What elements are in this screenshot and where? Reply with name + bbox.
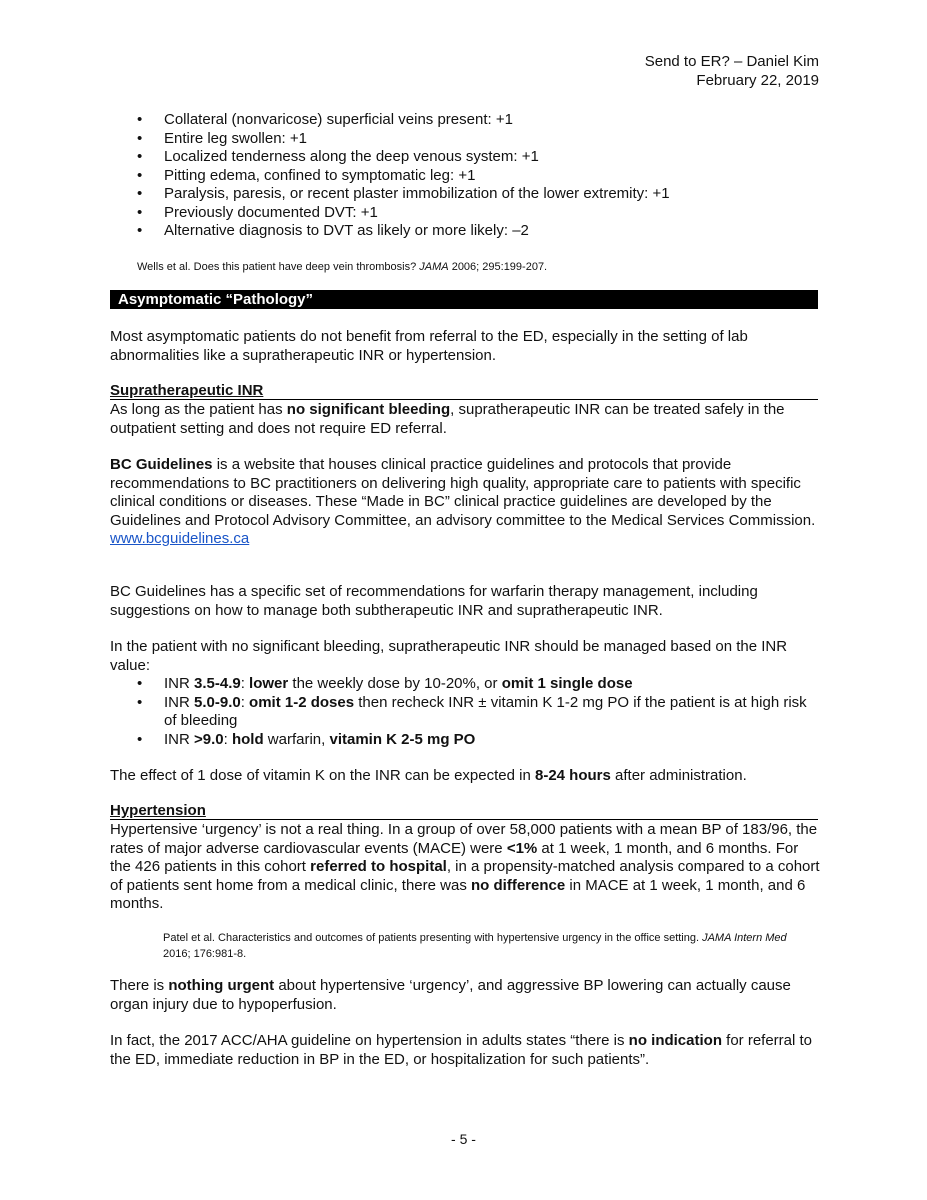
bc-guidelines-paragraph: BC Guidelines is a website that houses clinical practice guidelines and protocols that provide recommendations to BC practitioners on delivering high quality, appropriate care to patients with specific clinical conditions or diseases. These “Made in BC” clinical practice guidelines are developed by the Guidelines and Protocol Advisory Committee, an advisory committee to the Medical Services Commission. www.bcguidelines.ca xyxy=(110,456,816,547)
hypertension-paragraph-1: Hypertensive ‘urgency’ is not a real thing. In a group of over 58,000 patients with a mean BP of 183/96, the rates of major adverse cardiovascular events (MACE) were <1% at 1 week, 1 month, and 6 months. For the 426 patients in this cohort referred to hospital, in a propensity-matched analysis compared to a cohort of patients sent home from a medical clinic, there was no difference in MACE at 1 week, 1 month, and 6 months. xyxy=(110,821,820,912)
list-item: • Pitting edema, confined to symptomatic leg: +1 xyxy=(137,166,476,184)
patel-reference: Patel et al. Characteristics and outcomes of patients presenting with hypertensive urgency in the office setting. JAMA Intern Med 2016; 176:981-8. xyxy=(163,932,787,960)
list-item: • INR >9.0: hold warfarin, vitamin K 2-5 mg PO xyxy=(137,730,476,748)
inr-paragraph-4: In the patient with no significant bleeding, supratherapeutic INR should be managed based on the INR value: xyxy=(110,638,788,674)
bcguidelines-link[interactable]: www.bcguidelines.ca xyxy=(110,530,250,547)
list-item: • INR 5.0-9.0: omit 1-2 doses then recheck INR ± vitamin K 1-2 mg PO if the patient is at high risk of bleeding xyxy=(137,693,807,729)
hypertension-heading: Hypertension xyxy=(110,803,818,820)
page-number: - 5 - xyxy=(451,1131,476,1147)
inr-paragraph-1: As long as the patient has no significant bleeding, supratherapeutic INR can be treated safely in the outpatient setting and does not require ED referral. xyxy=(110,401,785,437)
list-item: • Previously documented DVT: +1 xyxy=(137,203,378,221)
inr-heading: Supratherapeutic INR xyxy=(110,383,818,400)
list-item: • Paralysis, paresis, or recent plaster immobilization of the lower extremity: +1 xyxy=(137,185,670,202)
header-date: February 22, 2019 xyxy=(696,72,819,89)
wells-criteria-list xyxy=(110,111,820,241)
hypertension-paragraph-2: There is nothing urgent about hypertensive ‘urgency’, and aggressive BP lowering can actually cause organ injury due to hypoperfusion. xyxy=(110,977,791,1013)
inr-paragraph-3: BC Guidelines has a specific set of recommendations for warfarin therapy management, including suggestions on how to manage both subtherapeutic INR and supratherapeutic INR. xyxy=(110,583,758,619)
section-title-bar: Asymptomatic “Pathology” xyxy=(110,290,818,309)
list-item: • Collateral (nonvaricose) superficial veins present: +1 xyxy=(137,111,513,128)
list-item: • Entire leg swollen: +1 xyxy=(137,129,307,147)
page-header xyxy=(645,52,819,90)
list-item: • INR 3.5-4.9: lower the weekly dose by 10-20%, or omit 1 single dose xyxy=(137,675,633,692)
wells-reference: Wells et al. Does this patient have deep vein thrombosis? JAMA 2006; 295:199-207. xyxy=(137,261,548,273)
hypertension-paragraph-3: In fact, the 2017 ACC/AHA guideline on hypertension in adults states “there is no indication for referral to the ED, immediate reduction in BP in the ED, or hospitalization for such patients”. xyxy=(110,1032,813,1068)
intro-paragraph: Most asymptomatic patients do not benefit from referral to the ED, especially in the setting of lab abnormalities like a supratherapeutic INR or hypertension. xyxy=(110,328,748,364)
vitamin-k-paragraph: The effect of 1 dose of vitamin K on the INR can be expected in 8-24 hours after administration. xyxy=(110,767,747,784)
list-item: • Localized tenderness along the deep venous system: +1 xyxy=(137,148,539,165)
list-item: • Alternative diagnosis to DVT as likely or more likely: –2 xyxy=(137,222,529,239)
header-title: Send to ER? – Daniel Kim xyxy=(644,53,819,70)
inr-management-list xyxy=(110,675,820,749)
